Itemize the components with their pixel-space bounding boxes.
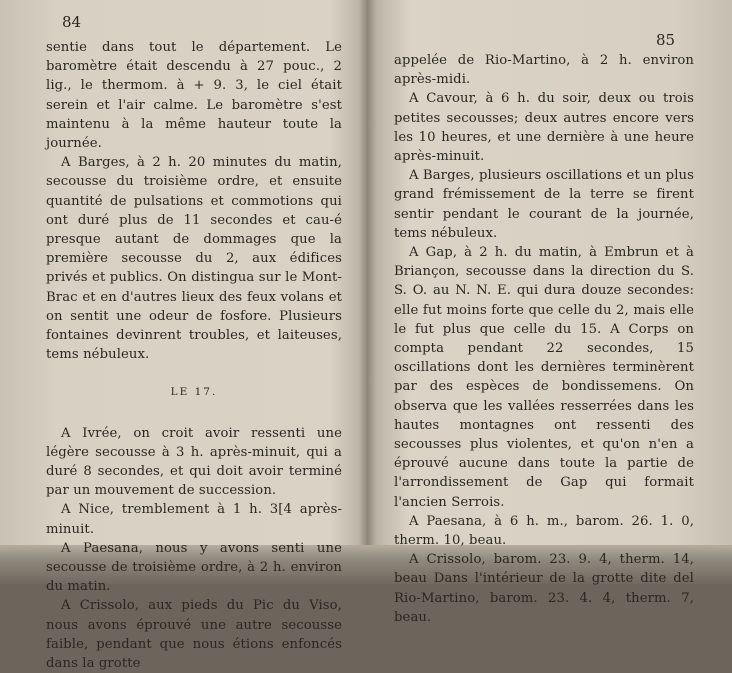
- right-page: [366, 0, 732, 625]
- right-paragraph-5: A Paesana, à 6 h. m., barom. 26. 1. 0, therm. 10, beau.: [394, 513, 694, 549]
- right-paragraph-2: A Cavour, à 6 h. du soir, deux ou trois petites secousses; deux autres encore vers les 10 heures, et une dernière à une heure après-minuit.: [394, 91, 694, 165]
- left-page-text: [46, 38, 342, 673]
- right-page-text: [394, 51, 694, 627]
- left-paragraph-4: A Nice, tremblement à 1 h. 3[4 après-minuit.: [46, 502, 342, 537]
- left-paragraph-3: A Ivrée, on croit avoir ressenti une légère secousse à 3 h. après-minuit, qui a duré 8 secondes, et qui doit avoir terminé par un mouvement de succession.: [46, 425, 342, 499]
- left-paragraph-6: A Crissolo, aux pieds du Pic du Viso, nous avons éprouvé une autre secousse faible, pendant que nous étions enfoncés dans la grotte: [46, 598, 342, 672]
- right-paragraph-4: A Gap, à 2 h. du matin, à Embrun et à Briançon, secousse dans la direction du S. S. O. au N. N. E. qui dura douze secondes: elle fut moins forte que celle du 2, mais elle le fut plus que celle du 15. A Corps on compta pendant 22 secondes, 15 oscillations dont les dernières terminèrent par des espèces de bondissemens. On observa que les vallées resserrées dans les hautes montagnes ont ressenti des secousses plus violentes, et qu'on n'en a éprouvé aucune dans toute la partie de l'arrondissement de Gap qui formait l'ancien Serrois.: [394, 245, 694, 510]
- right-paragraph-3: A Barges, plusieurs oscillations et un plus grand frémissement de la terre se firent sentir pendant le courant de la journée, tems nébuleux.: [394, 168, 694, 241]
- left-paragraph-5: A Paesana, nous y avons senti une secousse de troisième ordre, à 2 h. environ du matin.: [46, 540, 342, 595]
- date-heading: LE 17.: [170, 386, 218, 399]
- right-page-number: 85: [656, 31, 676, 49]
- left-page-number: 84: [62, 13, 82, 31]
- left-paragraph-1: sentie dans tout le département. Le baromètre était descendu à 27 pouc., 2 lig., le thermom. à + 9. 3, le ciel était serein et l'air calme. Le baromètre s'est maintenu à la même hauteur toute la journée.: [46, 40, 342, 152]
- right-paragraph-1: appelée de Rio-Martino, à 2 h. environ après-midi.: [394, 53, 694, 88]
- right-paragraph-6: A Crissolo, barom. 23. 9. 4, therm. 14, beau Dans l'intérieur de la grotte dite del Rio-Martino, barom. 23. 4. 4, therm. 7, beau.: [394, 552, 694, 625]
- left-page: [0, 0, 366, 672]
- left-paragraph-2: A Barges, à 2 h. 20 minutes du matin, secousse du troisième ordre, et ensuite quantité de pulsations et commotions qui ont duré plus de 11 secondes et cau-é presque autant de dommages que la première secousse du 2, aux édifices privés et publics. On distingua sur le Mont-Brac et en d'autres lieux des feux volans et on sentit une odeur de fosfore. Plusieurs fontaines devinrent troubles, et laiteuses, tems nébuleux.: [46, 155, 342, 363]
